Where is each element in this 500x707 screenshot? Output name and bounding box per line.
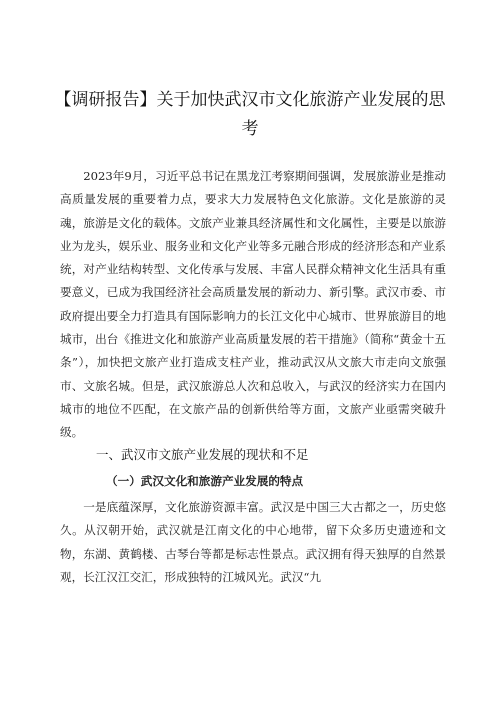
subsection-heading: （一）武汉文化和旅游产业发展的特点: [106, 474, 304, 488]
intro-paragraph: 2023年9月，习近平总书记在黑龙江考察期间强调，发展旅游业是推动高质量发展的重要着力点，要求大力发展特色文化旅游。文化是旅游的灵魂，旅游是文化的载体。文旅产业兼具经济属性和文化属性，主要是以旅游业为龙头，娱乐业、服务业和文化产业等多元融合形成的经济形态和产业系统，对产业结构转型、文化传承与发展、丰富人民群众精神文化生活具有重要意义，已成为我国经济社会高质量发展的新动力、新引擎。武汉市委、市政府提出要全力打造具有国际影响力的长江文化中心城市、世界旅游目的地城市，出台《推进文化和旅游产业高质量发展的若干措施》（简称“黄金十五条”），加快把文旅产业打造成支柱产业，推动武汉从文旅大市走向文旅强市、文旅名城。但是，武汉旅游总人次和总收入，与武汉的经济实力在国内城市的地位不匹配，在文旅产品的创新供给等方面，文旅产业亟需突破升级。: [60, 169, 446, 440]
subsection-paragraph: 一是底蕴深厚，文化旅游资源丰富。武汉是中国三大古都之一，历史悠久。从汉朝开始，武汉就是江南文化的中心地带，留下众多历史遗迹和文物，东湖、黄鹤楼、古琴台等都是标志性景点。武汉拥有得天独厚的自然景观，长江汉江交汇，形成独特的江城风光。武汉“九: [60, 500, 446, 584]
document-title: 【调研报告】关于加快武汉市文化旅游产业发展的思考: [54, 90, 446, 139]
section-heading: 一、武汉市文旅产业发展的现状和不足: [96, 447, 309, 462]
